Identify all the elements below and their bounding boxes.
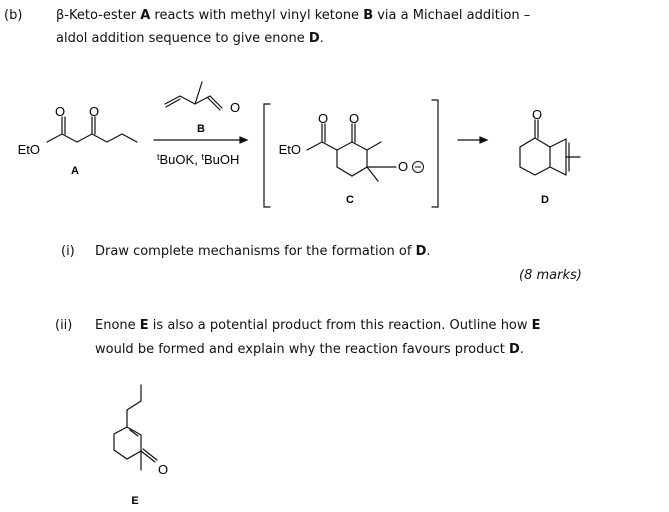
question-text: Draw complete mechanisms for the formation of [95, 244, 416, 259]
carbonyl-O-D: O [531, 107, 543, 122]
compound-ref-A: A [140, 8, 151, 23]
bracket-right [432, 100, 438, 207]
compound-label-A: A [71, 165, 79, 177]
compound-label-D: D [541, 194, 549, 206]
compound-label-E: E [131, 495, 139, 507]
intro-text: aldol addition sequence to give enone [56, 31, 309, 46]
compound-C-structure [307, 124, 396, 181]
cond-superscript-2: t [201, 152, 204, 162]
question-ii-line-2 [95, 342, 524, 358]
marks-label: (8 marks) [519, 268, 582, 283]
question-text: . [426, 244, 431, 259]
carbonyl-O-C2: O [348, 111, 360, 126]
cond-text-2: BuOH [203, 152, 240, 167]
compound-A-structure [47, 117, 137, 142]
compound-ref-B: B [363, 8, 374, 23]
question-text: is also a potential product from this reaction. Outline how [148, 318, 532, 333]
alkoxide-O: O [398, 159, 409, 174]
eto-label-A: EtO [17, 142, 40, 157]
compound-D-structure [520, 120, 580, 175]
part-label: (b) [4, 8, 23, 23]
intro-text: via a Michael addition – [373, 8, 531, 23]
cond-text-1: BuOK, [159, 152, 202, 167]
compound-ref-E: E [139, 318, 149, 333]
reaction-conditions [157, 152, 239, 167]
question-i-number: (i) [61, 244, 75, 259]
compound-ref-D: D [415, 244, 427, 259]
carbonyl-O-A2: O [88, 104, 100, 119]
bracket-left [264, 104, 270, 207]
cond-superscript-1: t [157, 152, 160, 162]
compound-B-structure [165, 82, 222, 110]
negative-charge-icon [413, 162, 424, 173]
compound-ref-D: D [308, 31, 320, 46]
carbonyl-O-C1: O [317, 111, 329, 126]
intro-text: β-Keto-ester [56, 8, 141, 23]
question-text: would be formed and explain why the reaction favours product [95, 342, 509, 357]
carbonyl-O-E: O [157, 462, 169, 477]
compound-label-B: B [197, 123, 205, 135]
eto-label-C: EtO [278, 142, 301, 157]
carbonyl-O-B: O [230, 100, 241, 115]
question-i-text [95, 244, 431, 260]
compound-ref-D: D [508, 342, 520, 357]
question-ii-number: (ii) [55, 318, 73, 333]
question-text: Enone [95, 318, 140, 333]
compound-E-structure [114, 385, 157, 470]
carbonyl-O-A1: O [54, 104, 66, 119]
intro-text: . [319, 31, 324, 46]
compound-ref-E: E [531, 318, 541, 333]
question-text: . [519, 342, 524, 357]
intro-text: reacts with methyl vinyl ketone [150, 8, 364, 23]
compound-label-C: C [346, 194, 354, 206]
question-ii-line-1 [95, 318, 541, 334]
